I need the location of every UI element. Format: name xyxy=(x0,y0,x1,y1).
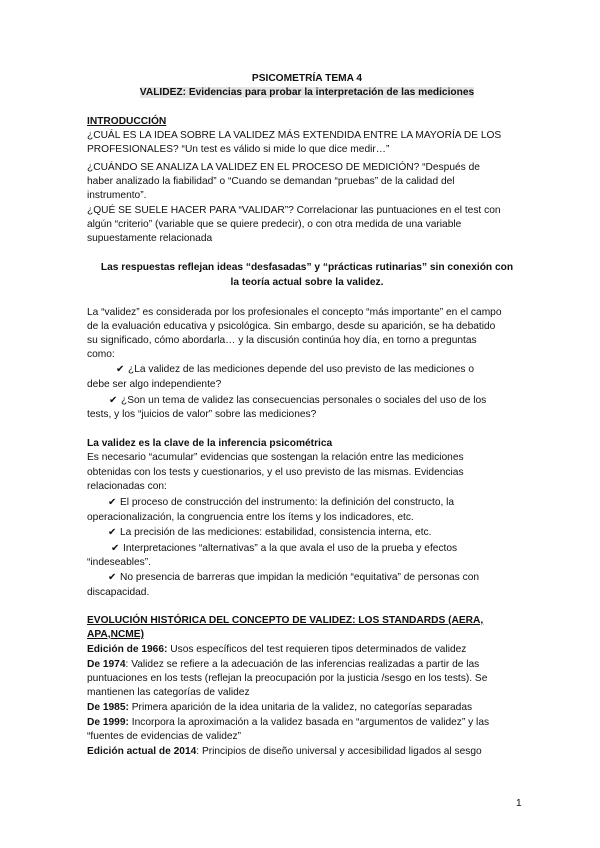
history-entry: Edición actual de 2014: Principios de diseño universal y accesibilidad ligados al sesgo xyxy=(87,746,482,757)
history-heading: APA,NCME) xyxy=(87,629,144,640)
evidence-item-line: operacionalización, la congruencia entre los ítems y los indicadores, etc. xyxy=(87,512,414,523)
document-title: PSICOMETRÍA TEMA 4 xyxy=(251,73,363,84)
history-entry: De 1999: Incorpora la aproximación a la validez basada en “argumentos de validez” y las xyxy=(87,717,490,728)
evidence-item-line: El proceso de construcción del instrumento: la definición del constructo, la xyxy=(120,497,455,508)
evidence-item-line: discapacidad. xyxy=(87,587,150,598)
key-heading: La validez es la clave de la inferencia psicométrica xyxy=(87,438,333,449)
intro-line: ¿QUÉ SE SUELE HACER PARA “VALIDAR”? Correlacionar las puntuaciones en el test con xyxy=(87,205,501,216)
key-line: obtenidas con los tests y cuestionarios, y el uso previsto de las mismas. Evidencias xyxy=(87,467,464,478)
evidence-item-line: Interpretaciones “alternativas” a la que avala el uso de la prueba y efectos xyxy=(123,543,458,554)
check-icon: ✔ xyxy=(109,395,118,406)
intro-line: PROFESIONALES? “Un test es válido si mide lo que dice medir…” xyxy=(87,144,390,155)
page-number: 1 xyxy=(516,798,522,809)
intro-line: haber analizado la fiabilidad” o “Cuando se demandan “pruebas” de la calidad del xyxy=(87,176,455,187)
history-heading: EVOLUCIÓN HISTÓRICA DEL CONCEPTO DE VALIDEZ: LOS STANDARDS (AERA, xyxy=(87,615,484,626)
evidence-item-line: “indeseables”. xyxy=(87,557,151,568)
key-line: Es necesario “acumular” evidencias que sostengan la relación entre las mediciones xyxy=(87,452,464,463)
history-entry: De 1974: Validez se refiere a la adecuación de las inferencias realizadas a partir de las xyxy=(87,659,480,670)
paragraph-line: como: xyxy=(87,349,115,360)
evidence-item-line: La precisión de las mediciones: estabilidad, consistencia interna, etc. xyxy=(120,527,432,538)
check-icon: ✔ xyxy=(108,527,117,538)
intro-line: supuestamente relacionada xyxy=(87,233,213,244)
intro-line: ¿CUÁL ES LA IDEA SOBRE LA VALIDEZ MÁS EXTENDIDA ENTRE LA MAYORÍA DE LOS xyxy=(87,130,502,141)
history-entry: De 1985: Primera aparición de la idea unitaria de la validez, no categorías separadas xyxy=(87,702,473,713)
statement-line: la teoría actual sobre la validez. xyxy=(230,277,384,288)
check-icon: ✔ xyxy=(111,543,120,554)
intro-line: ¿CUÁNDO SE ANALIZA LA VALIDEZ EN EL PROCESO DE MEDICIÓN? “Después de xyxy=(87,162,480,173)
check-icon: ✔ xyxy=(108,572,117,583)
history-entry-line: “fuentes de evidencias de validez” xyxy=(87,731,242,742)
key-line: relacionadas con: xyxy=(87,481,167,492)
intro-line: instrumento”. xyxy=(87,190,147,201)
intro-line: algún “criterio” (variable que se quiere predecir), o con otra medida de una variable xyxy=(87,219,462,230)
check-icon: ✔ xyxy=(116,364,125,375)
document-subtitle: VALIDEZ: Evidencias para probar la interpretación de las mediciones xyxy=(139,87,475,98)
history-entry-line: puntuaciones en los tests (reflejan la preocupación por la justicia /sesgo en los tests). Se xyxy=(87,673,488,684)
question-line: tests, y los “juicios de valor” sobre las mediciones? xyxy=(87,409,317,420)
check-icon: ✔ xyxy=(108,497,117,508)
question-line: debe ser algo independiente? xyxy=(87,379,222,390)
history-entry-line: mantienen las categorías de validez xyxy=(87,687,250,698)
paragraph-line: de la evaluación educativa y psicológica. Sin embargo, desde su aparición, se ha debatido xyxy=(87,321,496,332)
paragraph-line: La “validez” es considerada por los profesionales el concepto “más importante” en el campo xyxy=(87,307,502,318)
statement-line: Las respuestas reflejan ideas “desfasadas” y “prácticas rutinarias” sin conexión con xyxy=(100,262,514,273)
evidence-item-line: No presencia de barreras que impidan la medición “equitativa” de personas con xyxy=(120,572,480,583)
question-line: ¿Son un tema de validez las consecuencias personales o sociales del uso de los xyxy=(121,395,487,406)
paragraph-line: su significado, cómo abordarla… y la discusión continúa hoy día, en torno a preguntas xyxy=(87,335,477,346)
question-line: ¿La validez de las mediciones depende del uso previsto de las mediciones o xyxy=(128,364,475,375)
intro-heading: INTRODUCCIÓN xyxy=(87,116,167,127)
history-entry: Edición de 1966: Usos específicos del test requieren tipos determinados de validez xyxy=(87,644,467,655)
